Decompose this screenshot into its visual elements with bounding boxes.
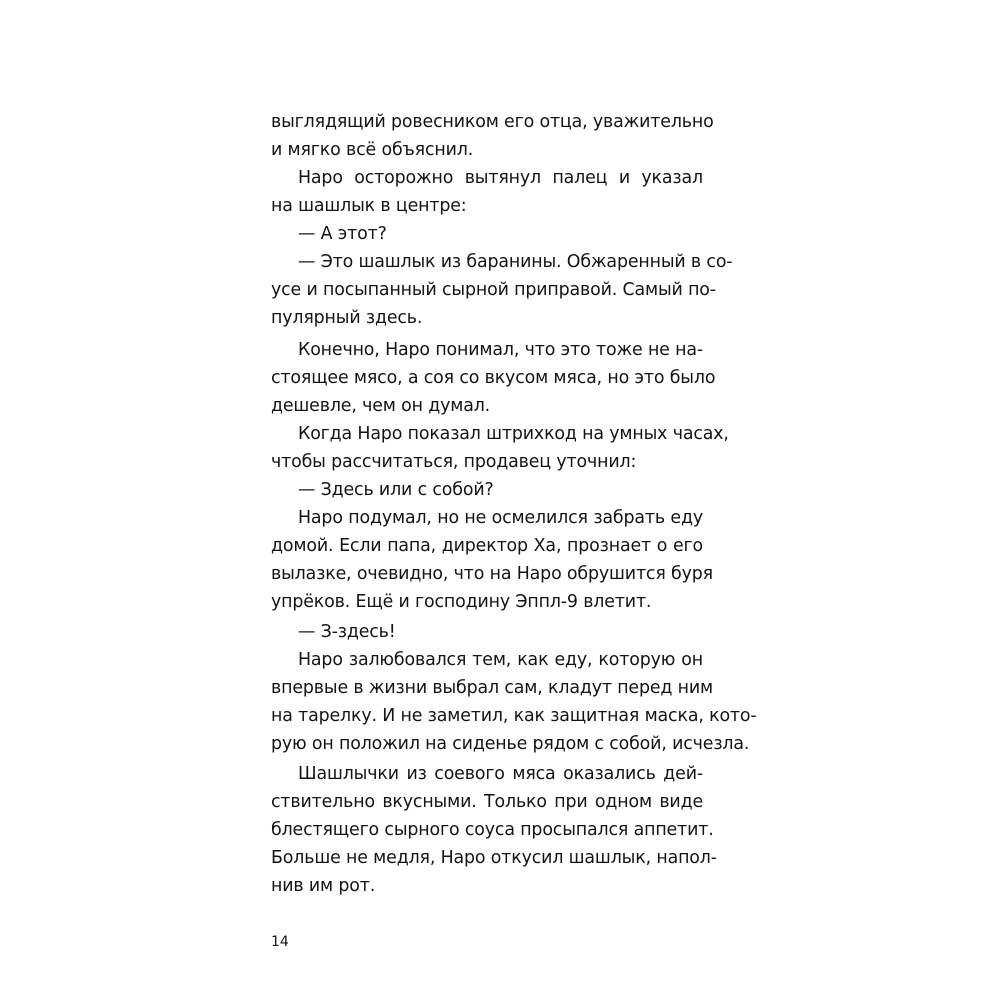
text-line: Наро осторожно вытянул палец и указал [298, 168, 703, 188]
text-line: на шашлык в центре: [271, 196, 467, 216]
text-line: — Это шашлык из баранины. Обжаренный в со- [298, 252, 733, 272]
text-line: — А этот? [298, 224, 387, 244]
text-line: домой. Если папа, директор Ха, прознает о его [271, 536, 703, 556]
text-line: Наро залюбовался тем, как еду, которую он [298, 650, 703, 670]
text-line: Когда Наро показал штрихкод на умных часах, [298, 424, 729, 444]
text-line: пулярный здесь. [271, 308, 423, 328]
text-line: впервые в жизни выбрал сам, кладут перед ним [271, 678, 713, 698]
page-number: 14 [271, 934, 289, 950]
text-line: и мягко всё объяснил. [271, 140, 474, 160]
text-line: Шашлычки из соевого мяса оказались дей- [298, 764, 703, 784]
text-line: ствительно вкусными. Только при одном виде [271, 792, 703, 812]
text-line: блестящего сырного соуса просыпался аппетит. [271, 820, 714, 840]
text-line: Наро подумал, но не осмелился забрать еду [298, 508, 703, 528]
text-line: Больше не медля, Наро откусил шашлык, напол- [271, 848, 717, 868]
text-line: Конечно, Наро понимал, что это тоже не на- [298, 340, 703, 360]
text-line: — З-здесь! [298, 622, 396, 642]
text-line: чтобы рассчитаться, продавец уточнил: [271, 452, 637, 472]
text-line: рую он положил на сиденье рядом с собой, исчезла. [271, 734, 750, 754]
text-line: вылазке, очевидно, что на Наро обрушится буря [271, 564, 713, 584]
text-line: стоящее мясо, а соя со вкусом мяса, но это было [271, 368, 716, 388]
text-line: на тарелку. И не заметил, как защитная маска, кото- [271, 706, 757, 726]
text-line: нив им рот. [271, 876, 376, 896]
text-line: дешевле, чем он думал. [271, 396, 491, 416]
text-line: усе и посыпанный сырной приправой. Самый по- [271, 280, 716, 300]
text-line: упрёков. Ещё и господину Эппл-9 влетит. [271, 592, 652, 612]
text-line: выглядящий ровесником его отца, уважительно [271, 112, 714, 132]
text-line: — Здесь или с собой? [298, 480, 494, 500]
